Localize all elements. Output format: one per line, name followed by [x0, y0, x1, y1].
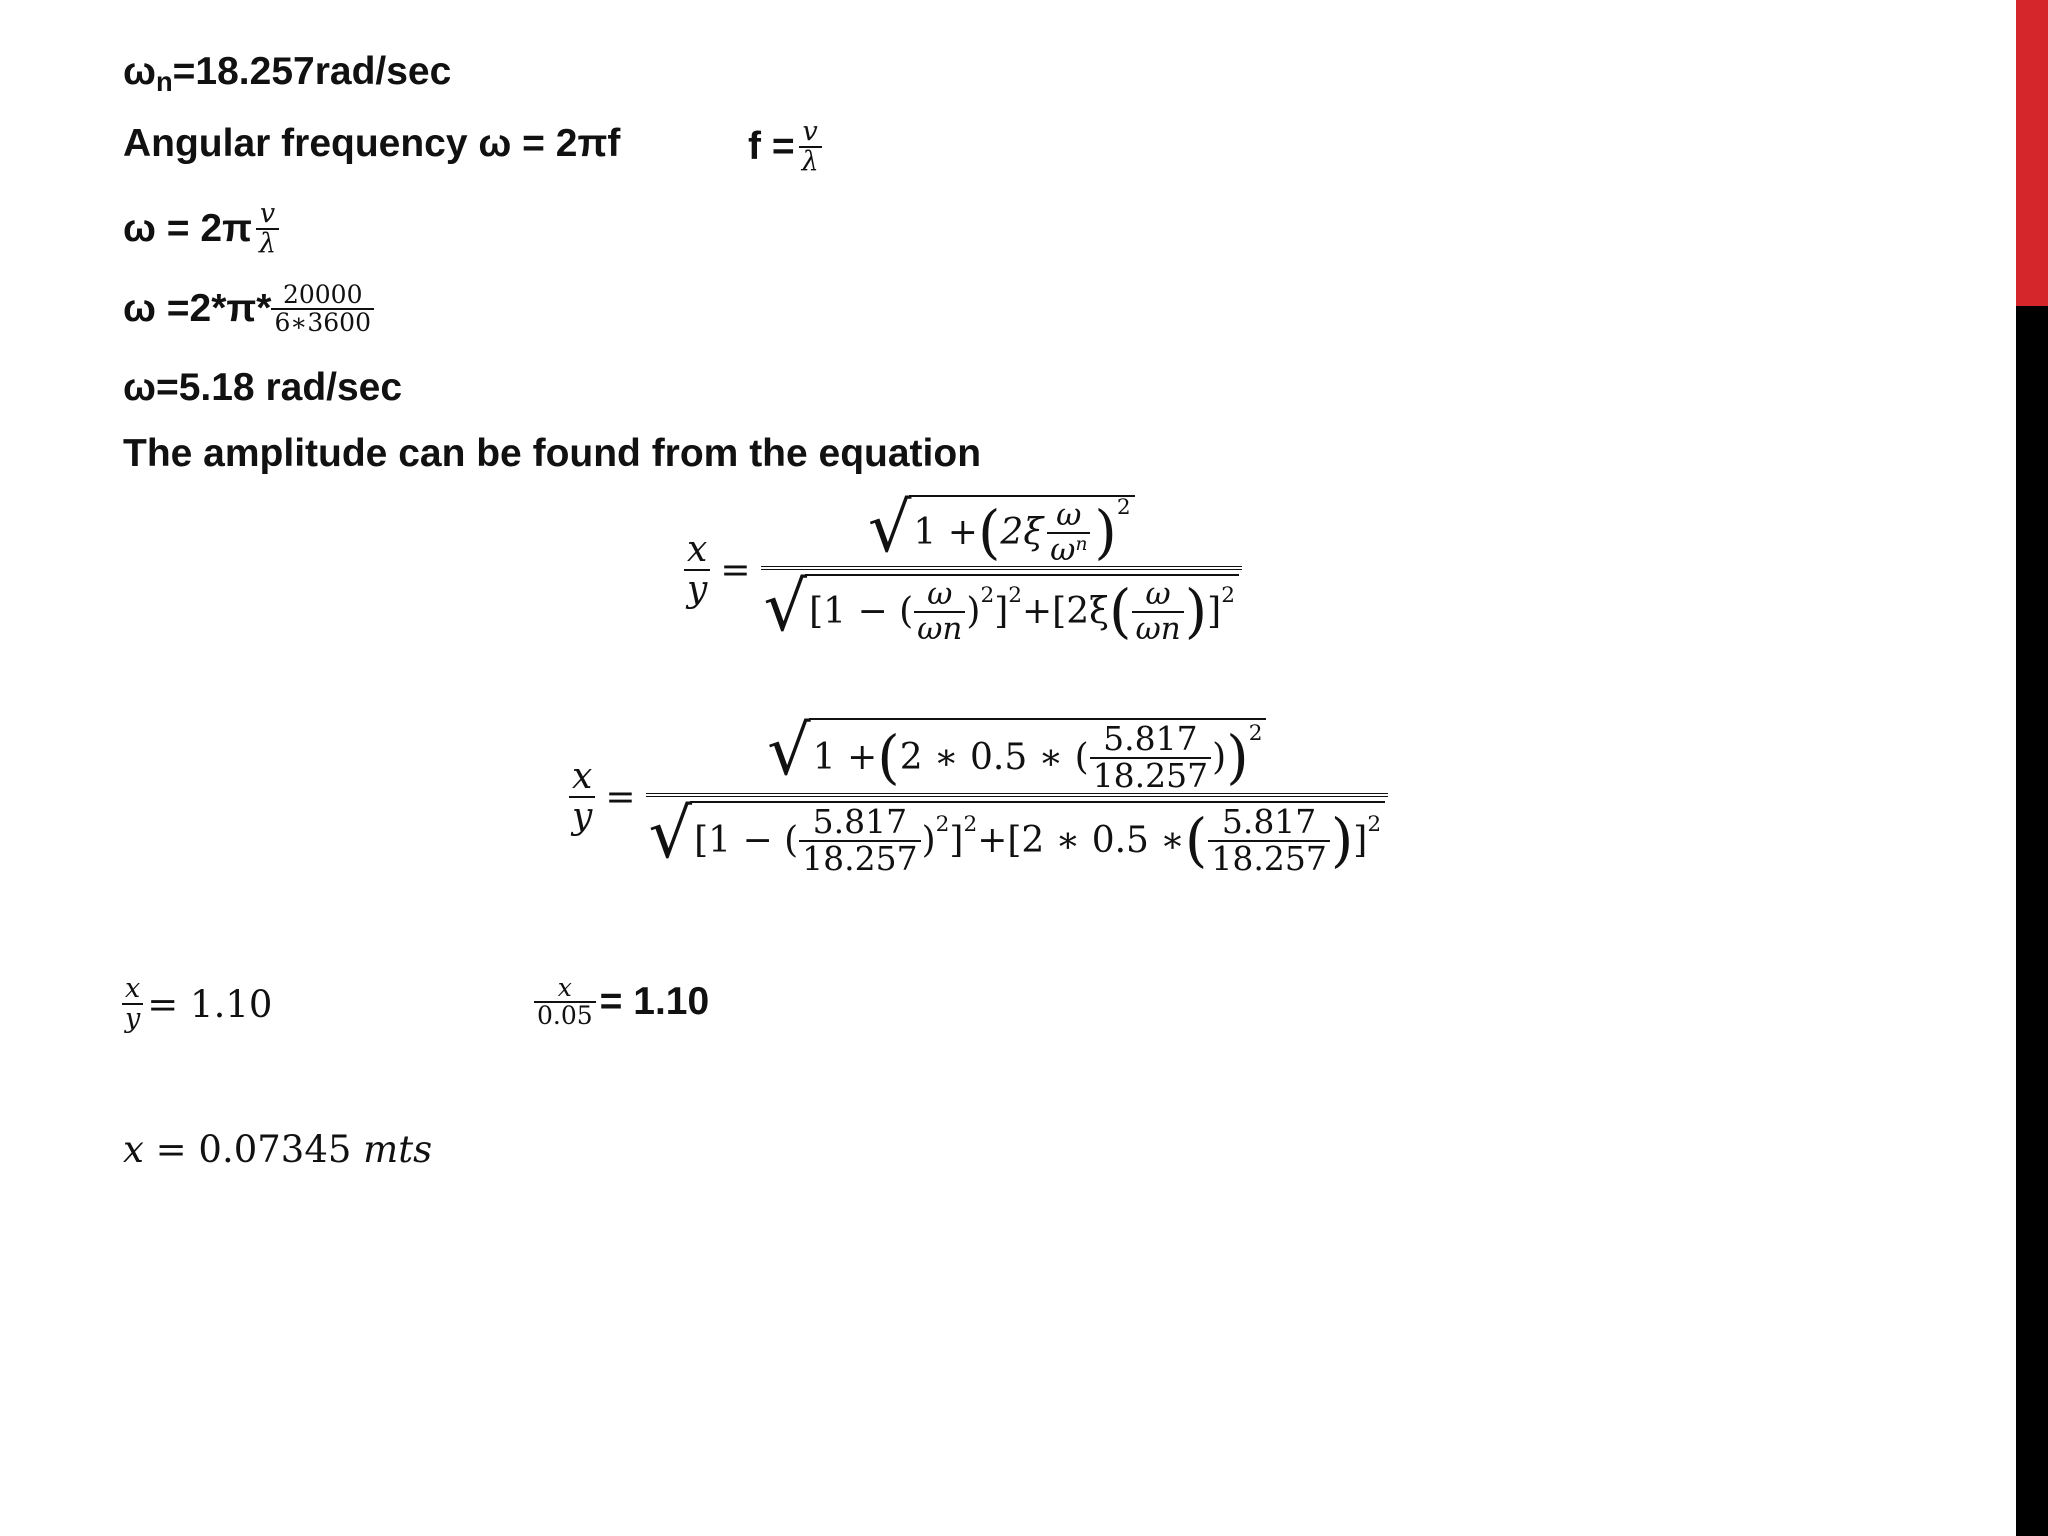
superscript: 2	[1116, 495, 1131, 521]
fraction-numerator	[865, 489, 1138, 568]
fraction-denominator	[646, 793, 1389, 876]
open-paren: (	[1108, 577, 1132, 645]
term: )	[921, 820, 936, 862]
fraction-denominator: y	[569, 796, 595, 836]
radicand	[690, 801, 1385, 876]
omega-ratio-fraction	[1132, 578, 1183, 645]
close-paren: )	[1226, 723, 1249, 791]
omega-2pi-line	[123, 200, 283, 259]
substituted-fraction	[646, 712, 1389, 878]
fraction-numerator: x	[687, 529, 708, 571]
term: ]	[1207, 590, 1222, 632]
superscript: 2	[1008, 583, 1022, 609]
superscript: 2	[1221, 583, 1235, 609]
fraction-denominator: λ	[256, 228, 279, 258]
omega-ratio-fraction	[914, 578, 965, 645]
x-variable: x	[123, 1128, 144, 1171]
fraction-denominator	[1047, 532, 1090, 567]
amplitude-value: = 0.07345	[143, 1128, 364, 1171]
amplitude-intro-text: The amplitude can be found from the equation	[123, 432, 982, 475]
square-root	[648, 795, 1386, 878]
fraction-numerator: x	[125, 973, 141, 1004]
fraction-denominator	[761, 566, 1242, 648]
fraction-denominator: λ	[799, 146, 822, 176]
frequency-lhs: f =	[748, 125, 795, 169]
omega-numeric-lhs: ω =2*π*	[123, 287, 272, 331]
equals-sign: =	[720, 549, 751, 591]
term: 2ξ	[1000, 511, 1044, 553]
ratio-result	[118, 975, 272, 1034]
equals-sign: =	[605, 776, 636, 818]
numeric-ratio-fraction	[1208, 802, 1329, 878]
omega-symbol: ω	[123, 50, 156, 93]
fraction-numerator: 5.817	[1103, 719, 1198, 758]
superscript: n	[1075, 534, 1088, 556]
open-paren: (	[877, 723, 900, 791]
omega-subscript: n	[155, 65, 173, 97]
v-over-lambda-fraction	[799, 118, 822, 177]
ratio-value: = 1.10	[599, 980, 710, 1024]
square-root	[767, 712, 1266, 795]
omega-ratio-fraction	[1047, 499, 1090, 566]
term: 1 +	[913, 511, 978, 553]
close-paren: )	[1184, 577, 1208, 645]
fraction-numerator: ω	[1145, 576, 1171, 613]
radicand	[805, 574, 1239, 645]
fraction-denominator: 18.257	[1208, 840, 1329, 877]
fraction-numerator: 5.817	[812, 802, 908, 842]
omega-2pi-lhs: ω = 2π	[123, 207, 252, 251]
fraction-denominator: 18.257	[1090, 757, 1211, 794]
substituted-equation	[565, 712, 1392, 878]
radical-sign: √	[763, 568, 808, 648]
fraction-numerator: x	[557, 973, 572, 1002]
fraction-denominator: ωn	[914, 611, 965, 646]
ratio-value: = 1.10	[147, 982, 273, 1026]
superscript: 2	[1248, 720, 1263, 746]
fraction-denominator: ωn	[1132, 611, 1183, 646]
fraction-numerator: v	[259, 198, 276, 229]
fraction-denominator: y	[122, 1003, 143, 1033]
numeric-ratio-fraction	[1090, 719, 1211, 795]
square-root	[867, 489, 1135, 568]
transmissibility-equation	[680, 489, 1246, 648]
term: ]	[1353, 820, 1368, 862]
slide-accent-bar	[2016, 0, 2048, 1536]
x-over-y-fraction	[122, 975, 143, 1034]
fraction-numerator: ω	[1056, 497, 1082, 533]
radicand	[909, 495, 1134, 566]
omega-n-value: =18.257rad/sec	[172, 50, 452, 93]
term: ]	[994, 590, 1009, 632]
angular-frequency-text: Angular frequency ω = 2πf	[123, 122, 621, 165]
x-over-y-fraction	[569, 758, 595, 836]
amplitude-unit: mts	[363, 1128, 433, 1171]
fraction-numerator: 20000	[282, 280, 363, 309]
omega-text: ω	[1050, 531, 1076, 568]
angular-frequency-line	[123, 122, 620, 166]
fraction-denominator: 0.05	[534, 1001, 596, 1029]
omega-result-line	[123, 366, 402, 410]
speed-fraction	[271, 282, 374, 337]
fraction-numerator: ω	[927, 576, 953, 613]
term: [1 − (	[694, 820, 799, 862]
square-root	[763, 568, 1239, 648]
superscript: 2	[1367, 812, 1382, 838]
x-over-amplitude-result	[530, 975, 709, 1030]
fraction-denominator: 18.257	[799, 840, 920, 877]
numeric-ratio-fraction	[799, 802, 920, 878]
fraction-denominator: 6∗3600	[271, 308, 374, 336]
v-over-lambda-fraction	[256, 200, 279, 259]
term: 2 ∗ 0.5 ∗ (	[899, 736, 1089, 778]
fraction-denominator: y	[684, 569, 710, 609]
omega-numeric-line	[123, 282, 378, 337]
frequency-formula	[748, 118, 826, 177]
open-paren: (	[977, 498, 1001, 566]
fraction-numerator: 5.817	[1221, 802, 1317, 842]
omega-n-line	[123, 50, 452, 97]
term: +[2ξ	[1022, 590, 1109, 632]
term: +[2 ∗ 0.5 ∗	[977, 820, 1185, 862]
radical-sign: √	[648, 795, 693, 875]
radical-sign: √	[767, 712, 811, 791]
term: )	[966, 590, 981, 632]
close-paren: )	[1094, 498, 1117, 566]
x-over-base-amplitude-fraction	[534, 975, 596, 1030]
close-paren: )	[1330, 806, 1354, 874]
open-paren: (	[1184, 806, 1208, 874]
term: [1 − (	[809, 590, 914, 632]
superscript: 2	[935, 812, 950, 838]
transmissibility-fraction	[761, 489, 1242, 648]
omega-result-text: ω=5.18 rad/sec	[123, 366, 403, 409]
term: ]	[949, 820, 964, 862]
term: 1 +	[812, 736, 878, 778]
x-over-y-fraction	[684, 531, 710, 609]
fraction-numerator	[764, 712, 1269, 795]
fraction-numerator: v	[802, 116, 818, 147]
final-amplitude-result	[123, 1128, 432, 1171]
radicand	[809, 718, 1267, 793]
radical-sign: √	[867, 489, 912, 568]
superscript: 2	[963, 812, 978, 838]
slide-accent-red-segment	[2016, 0, 2048, 306]
fraction-numerator: x	[572, 756, 593, 798]
superscript: 2	[980, 583, 995, 609]
amplitude-intro-line	[123, 432, 981, 476]
term: )	[1212, 736, 1227, 778]
